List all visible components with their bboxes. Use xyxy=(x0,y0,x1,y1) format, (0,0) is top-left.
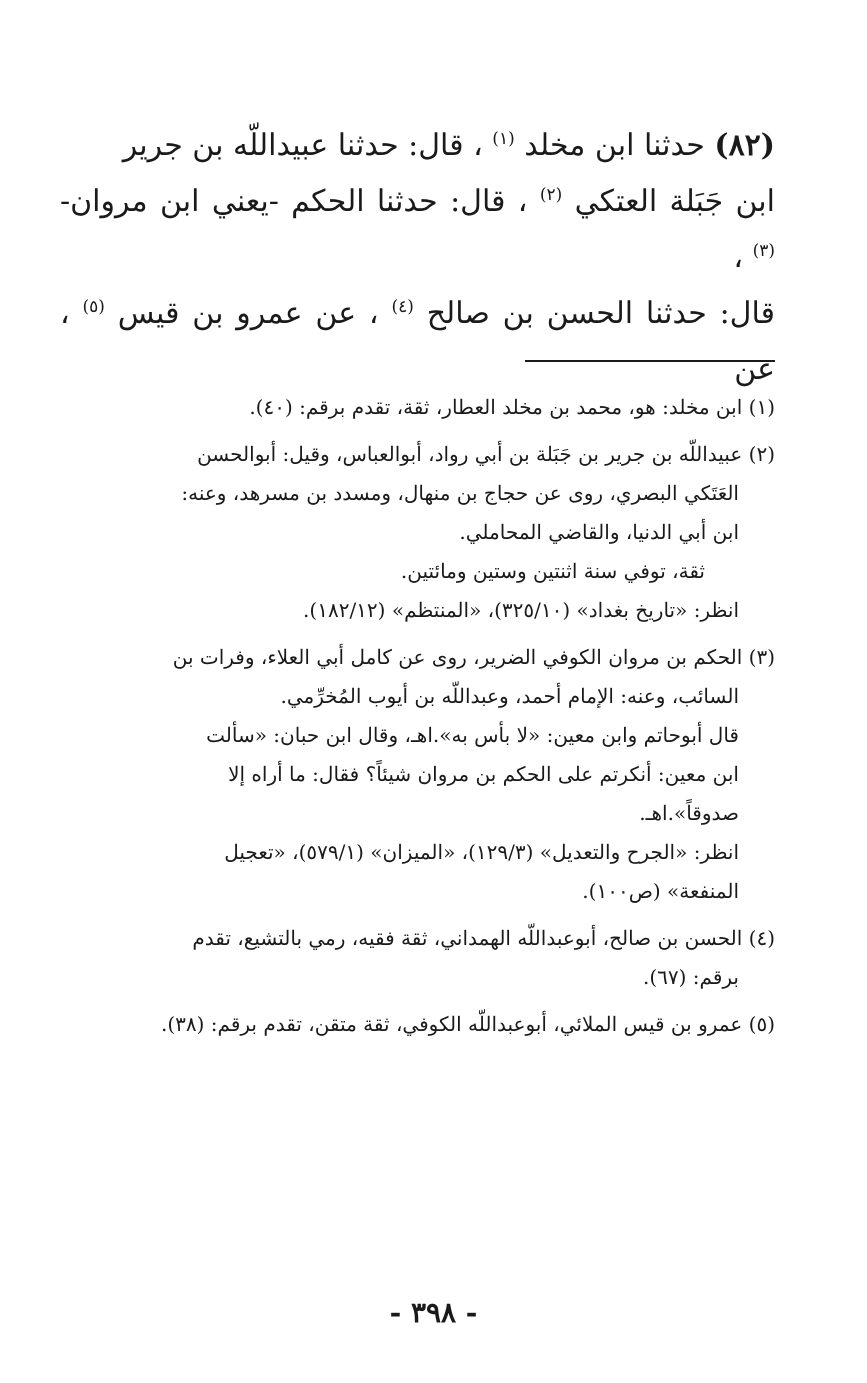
footnote-line: ثقة، توفي سنة اثنتين وستين ومائتين. xyxy=(400,559,705,583)
text-segment: ابن جَبَلة العتكي xyxy=(574,184,775,219)
footnote-line: العَتَكي البصري، روى عن حجاج بن منهال، ومسدد بن مسرهد، وعنه: xyxy=(181,481,739,505)
hadith-line-1 xyxy=(60,118,775,174)
footnote-ref: (١) xyxy=(492,129,515,149)
footnote-text: (٤) الحسن بن صالح، أبوعبداللّه الهمداني، ثقة فقيه، رمي بالتشيع، تقدم xyxy=(192,926,775,950)
text-segment: ، قال: حدثنا عبيداللّه بن جرير xyxy=(122,128,483,163)
footnotes xyxy=(62,388,775,1052)
footnote-ref: (٣) xyxy=(752,241,775,261)
hadith-text xyxy=(60,118,775,398)
text-segment: حدثنا ابن مخلد xyxy=(524,128,705,163)
text-segment: ، xyxy=(733,240,744,275)
footnote-line: انظر: «تاريخ بغداد» (٣٢٥/١٠)، «المنتظم» (١٨٢/١٢). xyxy=(303,598,739,622)
page-number: - ٣٩٨ - xyxy=(389,1296,478,1329)
footnote-line: ابن معين: أنكرتم على الحكم بن مروان شيئاً؟ فقال: ما أراه إلا xyxy=(228,762,739,786)
footnote-text: (٢) عبيداللّه بن جرير بن جَبَلة بن أبي رواد، أبوالعباس، وقيل: أبوالحسن xyxy=(197,442,775,466)
footnote-line: انظر: «الجرح والتعديل» (١٢٩/٣)، «الميزان» (٥٧٩/١)، «تعجيل xyxy=(224,840,739,864)
footnote-line: السائب، وعنه: الإمام أحمد، وعبداللّه بن أيوب المُخرِّمي. xyxy=(280,684,739,708)
footnote-5 xyxy=(62,1005,775,1044)
footnote-text: (٣) الحكم بن مروان الكوفي الضرير، روى عن كامل أبي العلاء، وفرات بن xyxy=(172,645,775,669)
hadith-number: (٨٢) xyxy=(714,128,775,163)
footnote-4 xyxy=(62,919,775,997)
footnote-line: برقم: (٦٧). xyxy=(642,965,739,989)
footnote-ref: (٤) xyxy=(391,297,414,317)
hadith-line-2 xyxy=(60,174,775,286)
text-segment: ، قال: حدثنا الحكم -يعني ابن مروان- xyxy=(60,184,528,219)
hadith-line-3 xyxy=(60,286,775,398)
footnote-2 xyxy=(62,435,775,630)
footnote-line: ابن أبي الدنيا، والقاضي المحاملي. xyxy=(459,520,739,544)
footnote-text: (٥) عمرو بن قيس الملائي، أبوعبداللّه الكوفي، ثقة متقن، تقدم برقم: (٣٨). xyxy=(160,1012,775,1036)
footnote-separator xyxy=(525,360,775,362)
footnote-3 xyxy=(62,638,775,911)
footnote-ref: (٢) xyxy=(539,185,563,205)
footnote-line: المنفعة» (ص١٠٠). xyxy=(582,879,739,903)
text-segment: ، عن عمرو بن قيس xyxy=(117,296,379,331)
footnote-line: قال أبوحاتم وابن معين: «لا بأس به».اهـ، وقال ابن حبان: «سألت xyxy=(206,723,739,747)
footnote-line: صدوقاً».اهـ. xyxy=(639,801,739,825)
footnote-1 xyxy=(62,388,775,427)
footnote-text: (١) ابن مخلد: هو، محمد بن مخلد العطار، ثقة، تقدم برقم: (٤٠). xyxy=(249,395,775,419)
footnote-ref: (٥) xyxy=(82,297,105,317)
text-segment: قال: حدثنا الحسن بن صالح xyxy=(426,296,775,331)
text-segment: ، عن xyxy=(60,296,775,387)
